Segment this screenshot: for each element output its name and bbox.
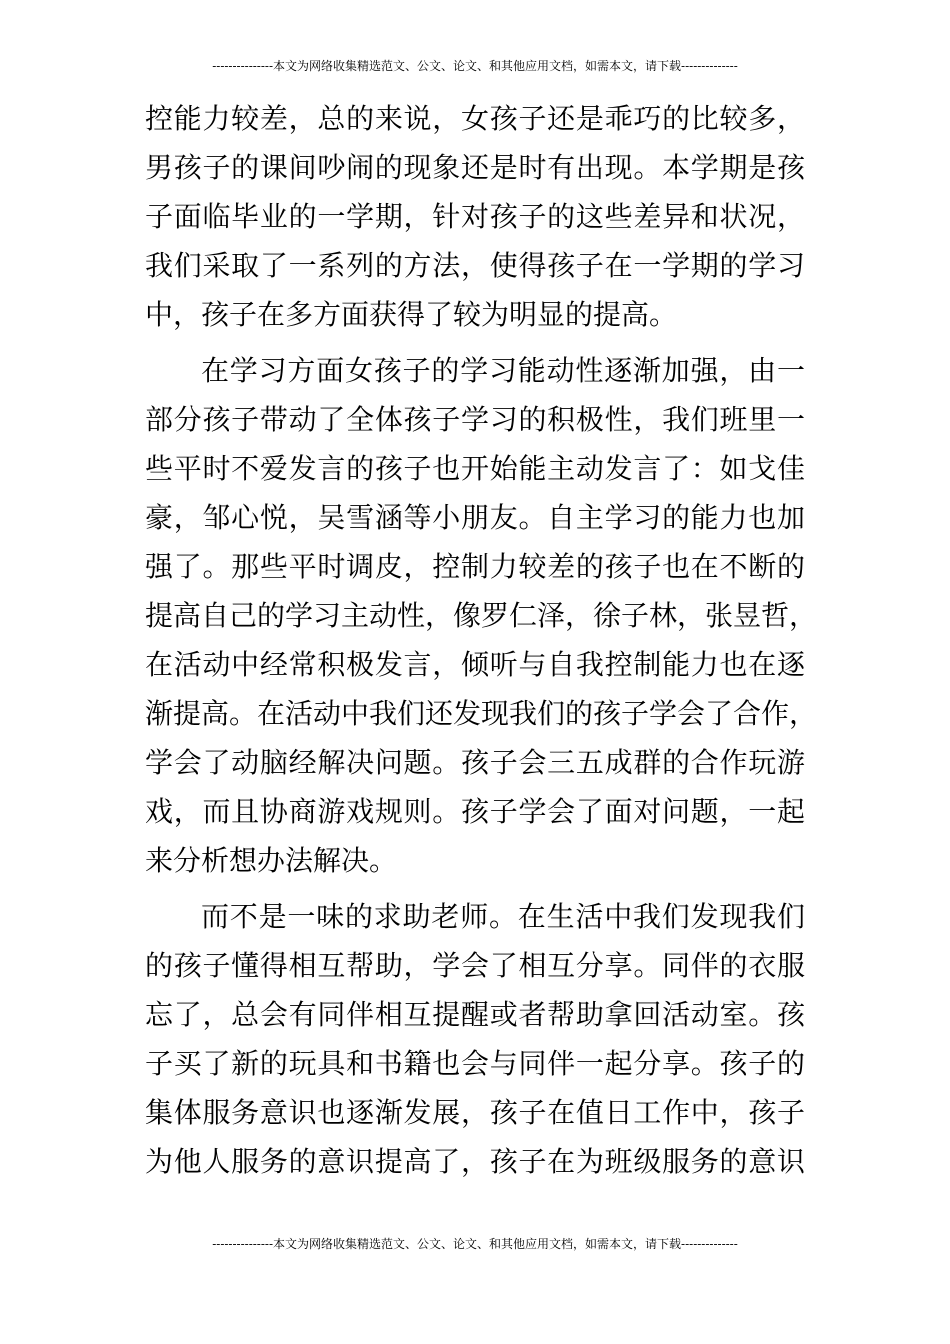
header-note: ---------------本文为网络收集精选范文、公文、论文、和其他应用文档，如需本文，请下载-------------- — [212, 59, 738, 73]
text-line: 子买了新的玩具和书籍也会与同伴一起分享。孩子的 — [145, 1047, 805, 1080]
text-line: 而不是一味的求助老师。在生活中我们发现我们 — [201, 900, 805, 933]
text-line: 男孩子的课间吵闹的现象还是时有出现。本学期是孩 — [145, 151, 805, 184]
text-line: 强了。那些平时调皮，控制力较差的孩子也在不断的 — [145, 550, 805, 583]
text-line: 的孩子懂得相互帮助，学会了相互分享。同伴的衣服 — [145, 949, 805, 982]
paragraph-2 — [145, 346, 818, 885]
text-line: 忘了，总会有同伴相互提醒或者帮助拿回活动室。孩 — [145, 998, 805, 1031]
footer-note: ---------------本文为网络收集精选范文、公文、论文、和其他应用文档，如需本文，请下载-------------- — [212, 1237, 738, 1251]
text-line: 我们采取了一系列的方法，使得孩子在一学期的学习 — [145, 249, 805, 282]
text-line: 些平时不爱发言的孩子也开始能主动发言了：如戈佳 — [145, 452, 805, 485]
text-line: 集体服务意识也逐渐发展，孩子在值日工作中，孩子 — [145, 1096, 805, 1129]
paragraph-1 — [145, 94, 805, 339]
text-line: 在活动中经常积极发言，倾听与自我控制能力也在逐 — [145, 648, 805, 681]
text-line: 子面临毕业的一学期，针对孩子的这些差异和状况， — [145, 200, 805, 233]
text-line: 提高自己的学习主动性，像罗仁泽，徐子林，张昱哲， — [145, 599, 818, 632]
text-line: 来分析想办法解决。 — [145, 844, 398, 877]
text-line: 戏，而且协商游戏规则。孩子学会了面对问题，一起 — [145, 795, 805, 828]
paragraph-3 — [145, 892, 805, 1186]
text-line: 部分孩子带动了全体孩子学习的积极性，我们班里一 — [145, 403, 805, 436]
text-line: 在学习方面女孩子的学习能动性逐渐加强，由一 — [201, 354, 805, 387]
text-line: 渐提高。在活动中我们还发现我们的孩子学会了合作， — [145, 697, 818, 730]
text-line: 学会了动脑经解决问题。孩子会三五成群的合作玩游 — [145, 746, 805, 779]
text-line: 为他人服务的意识提高了，孩子在为班级服务的意识 — [145, 1145, 805, 1178]
body-text — [145, 94, 818, 1186]
text-line: 控能力较差，总的来说，女孩子还是乖巧的比较多， — [145, 102, 805, 135]
text-line: 豪，邹心悦，吴雪涵等小朋友。自主学习的能力也加 — [145, 501, 805, 534]
text-line: 中，孩子在多方面获得了较为明显的提高。 — [145, 298, 678, 331]
